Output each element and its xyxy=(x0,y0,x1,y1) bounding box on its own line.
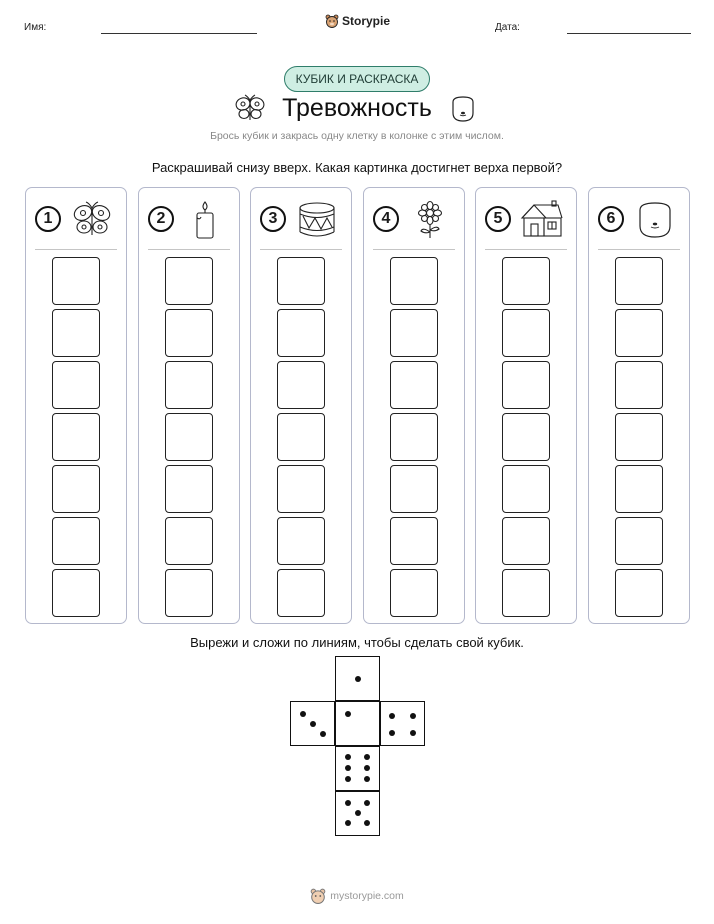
column-number: 4 xyxy=(373,206,399,232)
color-cell[interactable] xyxy=(502,257,550,305)
column-number: 2 xyxy=(148,206,174,232)
column-number: 1 xyxy=(35,206,61,232)
column-number: 5 xyxy=(485,206,511,232)
color-cell[interactable] xyxy=(277,569,325,617)
color-cell[interactable] xyxy=(390,517,438,565)
column-divider xyxy=(598,249,680,250)
pip xyxy=(300,711,306,717)
color-cell[interactable] xyxy=(277,257,325,305)
color-cell[interactable] xyxy=(390,413,438,461)
color-cell[interactable] xyxy=(165,569,213,617)
die-face-5 xyxy=(335,791,380,836)
color-cell[interactable] xyxy=(615,569,663,617)
color-cell[interactable] xyxy=(277,465,325,513)
pip xyxy=(364,765,370,771)
color-cell[interactable] xyxy=(52,413,100,461)
footer-url[interactable]: mystorypie.com xyxy=(330,890,404,902)
pip xyxy=(320,731,326,737)
title-row xyxy=(0,92,714,128)
color-cell[interactable] xyxy=(52,517,100,565)
brand-name: Storypie xyxy=(342,14,391,28)
pip xyxy=(389,713,395,719)
color-cell[interactable] xyxy=(165,257,213,305)
pip xyxy=(355,676,361,682)
color-cell[interactable] xyxy=(277,361,325,409)
color-cell[interactable] xyxy=(165,309,213,357)
die-face-1 xyxy=(335,656,380,701)
column-header xyxy=(476,200,576,240)
pip xyxy=(364,776,370,782)
activity-badge: КУБИК И РАСКРАСКА xyxy=(284,66,430,92)
color-cell[interactable] xyxy=(52,361,100,409)
color-cell[interactable] xyxy=(615,309,663,357)
color-cell[interactable] xyxy=(390,309,438,357)
color-cell[interactable] xyxy=(390,361,438,409)
date-label: Дата: xyxy=(495,22,520,33)
color-cell[interactable] xyxy=(615,257,663,305)
pip xyxy=(310,721,316,727)
color-cell[interactable] xyxy=(502,361,550,409)
column-header xyxy=(26,200,126,240)
color-cell[interactable] xyxy=(52,569,100,617)
coloring-instruction: Раскрашивай снизу вверх. Какая картинка достигнет верха первой? xyxy=(151,160,563,175)
column-divider xyxy=(485,249,567,250)
color-cell[interactable] xyxy=(52,465,100,513)
color-cell[interactable] xyxy=(165,413,213,461)
column-divider xyxy=(260,249,342,250)
color-cell[interactable] xyxy=(165,517,213,565)
color-cell[interactable] xyxy=(502,569,550,617)
column-header xyxy=(139,200,239,240)
pip xyxy=(345,776,351,782)
column-number: 3 xyxy=(260,206,286,232)
color-cell[interactable] xyxy=(615,413,663,461)
dice-column-5 xyxy=(475,187,577,624)
pip xyxy=(389,730,395,736)
pip xyxy=(345,754,351,760)
color-cell[interactable] xyxy=(277,413,325,461)
dice-column-4 xyxy=(363,187,465,624)
column-divider xyxy=(35,249,117,250)
column-header xyxy=(589,200,689,240)
bear-mascot-icon xyxy=(325,14,339,28)
footer xyxy=(0,886,714,906)
die-face-4 xyxy=(380,701,425,746)
color-cell[interactable] xyxy=(502,517,550,565)
pip xyxy=(410,730,416,736)
color-cell[interactable] xyxy=(390,465,438,513)
color-cell[interactable] xyxy=(165,361,213,409)
pip xyxy=(345,711,351,717)
color-cell[interactable] xyxy=(52,309,100,357)
pip xyxy=(364,820,370,826)
column-divider xyxy=(373,249,455,250)
anxious-face-icon xyxy=(633,200,677,240)
die-face-1-center xyxy=(335,701,380,746)
butterfly-icon xyxy=(70,200,114,240)
color-cell[interactable] xyxy=(390,257,438,305)
color-cell[interactable] xyxy=(615,517,663,565)
date-line[interactable] xyxy=(567,33,691,34)
pip xyxy=(410,713,416,719)
color-cell[interactable] xyxy=(615,465,663,513)
subtitle: Брось кубик и закрась одну клетку в колонке с этим числом. xyxy=(210,130,504,142)
pip xyxy=(355,810,361,816)
column-header xyxy=(251,200,351,240)
color-cell[interactable] xyxy=(390,569,438,617)
pip xyxy=(364,754,370,760)
flower-icon xyxy=(408,200,452,240)
anxious-face-icon xyxy=(448,94,478,124)
pip xyxy=(345,800,351,806)
bear-mascot-icon xyxy=(310,888,326,904)
color-cell[interactable] xyxy=(502,309,550,357)
color-cell[interactable] xyxy=(52,257,100,305)
dice-column-6 xyxy=(588,187,690,624)
name-line[interactable] xyxy=(101,33,257,34)
color-cell[interactable] xyxy=(502,465,550,513)
color-cell[interactable] xyxy=(277,517,325,565)
column-number: 6 xyxy=(598,206,624,232)
name-label: Имя: xyxy=(24,22,47,33)
brand-logo xyxy=(325,14,390,28)
color-cell[interactable] xyxy=(277,309,325,357)
pip xyxy=(364,800,370,806)
pip xyxy=(345,765,351,771)
house-icon xyxy=(520,200,564,240)
column-divider xyxy=(148,249,230,250)
die-face-6 xyxy=(335,746,380,791)
die-face-3 xyxy=(290,701,335,746)
dice-column-3 xyxy=(250,187,352,624)
candle-icon xyxy=(183,200,227,240)
dice-column-1 xyxy=(25,187,127,624)
pip xyxy=(345,820,351,826)
worksheet-header xyxy=(0,14,714,44)
color-cell[interactable] xyxy=(615,361,663,409)
color-cell[interactable] xyxy=(502,413,550,461)
cube-instruction: Вырежи и сложи по линиям, чтобы сделать свой кубик. xyxy=(190,635,524,650)
column-header xyxy=(364,200,464,240)
color-cell[interactable] xyxy=(165,465,213,513)
drum-icon xyxy=(295,200,339,240)
dice-column-2 xyxy=(138,187,240,624)
page-title: Тревожность xyxy=(282,94,432,122)
